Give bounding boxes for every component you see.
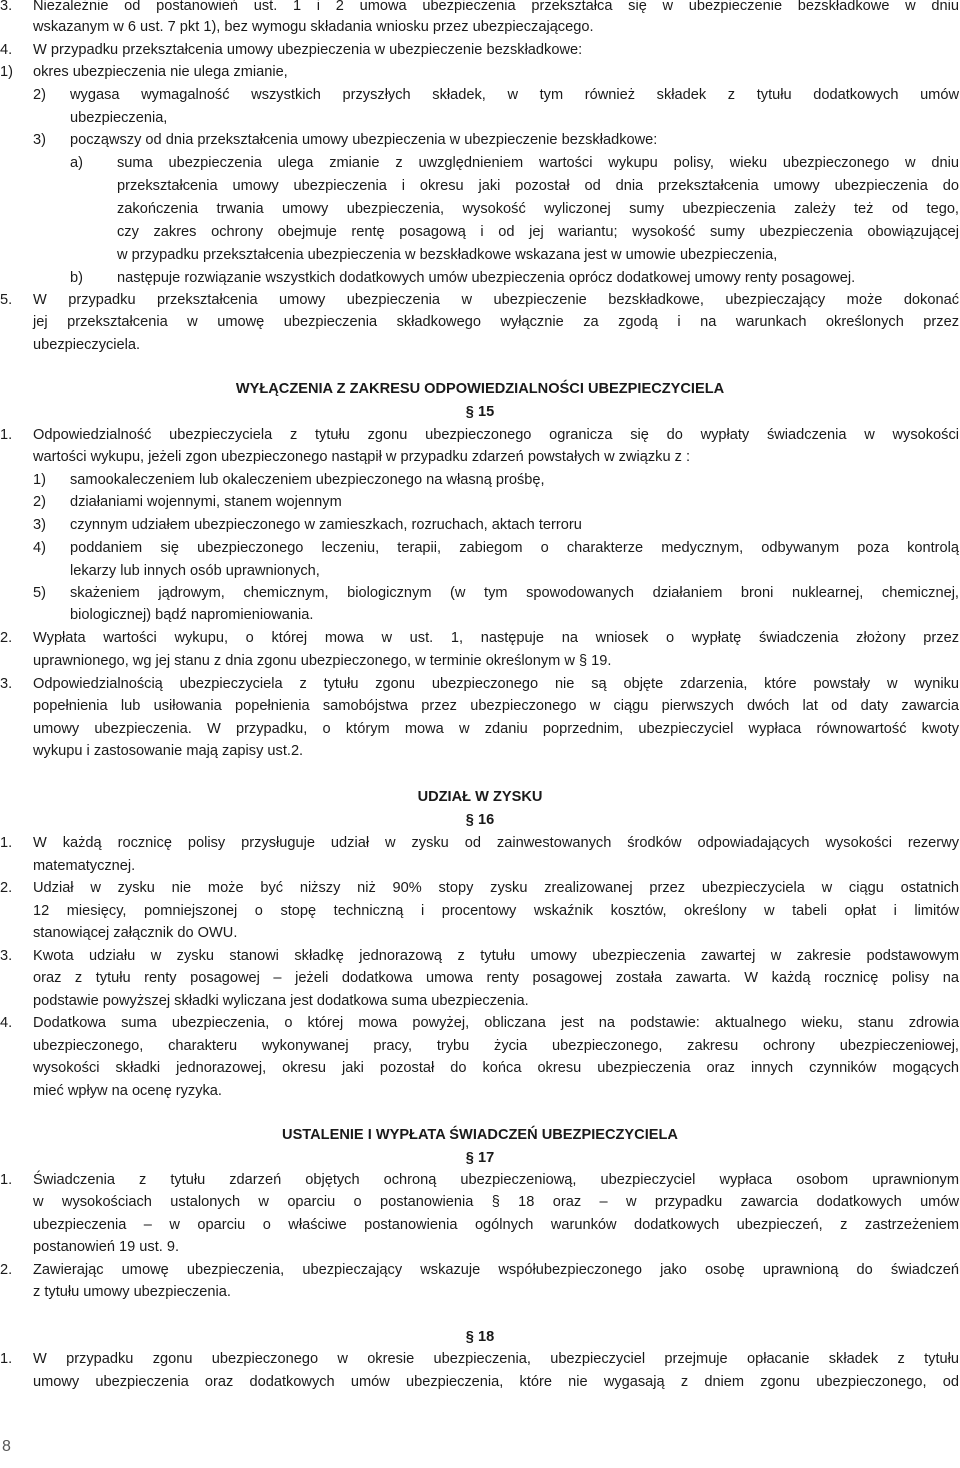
item-number: 5. <box>0 292 13 308</box>
paragraph-sign: § 17 <box>465 1150 495 1166</box>
text-line: Odpowiedzialność ubezpieczyciela z tytułu zgonu ubezpieczonego ogranicza się do wypłaty świadczenia w wysokości <box>33 427 959 443</box>
text-line: czynnym udziałem ubezpieczonego w zamieszkach, rozruchach, aktach terroru <box>70 517 582 533</box>
text-line: oraz z tytułu renty posagowej – jeżeli dodatkowa umowa renty posagowej została zawarta. W każdą rocznicę polisy na <box>33 970 959 986</box>
item-number: 2) <box>33 87 46 103</box>
item-number: 3. <box>0 0 13 14</box>
page-number: 8 <box>2 1438 11 1455</box>
text-line: ubezpieczenia, <box>70 110 168 126</box>
text-line: W przypadku przekształcenia umowy ubezpieczenia w ubezpieczenie bezskładkowe: <box>33 42 583 58</box>
paragraph-sign: § 16 <box>465 812 495 828</box>
text-line: zakończenia trwania umowy ubezpieczenia, wysokość wyliczonej sumy ubezpieczenia zależy też od tego, <box>117 201 959 217</box>
item-number: 4. <box>0 1015 13 1031</box>
text-line: W przypadku przekształcenia umowy ubezpieczenia w ubezpieczenie bezskładkowe, ubezpieczający może dokonać <box>33 292 959 308</box>
text-line: ubezpieczenia – w oparciu o właściwe postanowienia ogólnych warunków dodatkowych ubezpieczeń, z zastrzeżeniem <box>33 1217 959 1233</box>
text-line: W każdą rocznicę polisy przysługuje udział w zysku od zainwestowanych środków odpowiadających wysokości rezerwy <box>33 835 959 851</box>
item-number: 3) <box>33 517 46 533</box>
item-number: 3. <box>0 948 13 964</box>
item-number: 5) <box>33 585 46 601</box>
text-line: W przypadku zgonu ubezpieczonego w okresie ubezpieczenia, ubezpieczyciel przejmuje opłacanie składek z tytułu <box>33 1351 959 1367</box>
text-line: mieć wpływ na ocenę ryzyka. <box>33 1083 222 1099</box>
text-line: Dodatkowa suma ubezpieczenia, o której mowa powyżej, obliczana jest na podstawie: aktualnego wieku, stanu zdrowia <box>33 1015 959 1031</box>
text-line: lekarzy lub innych osób uprawnionych, <box>70 563 320 579</box>
section-heading: WYŁĄCZENIA Z ZAKRESU ODPOWIEDZIALNOŚCI UBEZPIECZYCIELA <box>235 381 725 397</box>
text-line: począwszy od dnia przekształcenia umowy ubezpieczenia w ubezpieczenie bezskładkowe: <box>70 132 658 148</box>
item-number: 2. <box>0 630 13 646</box>
text-line: Kwota udziału w zysku stanowi składkę jednorazową z tytułu umowy ubezpieczenia zawartej w zakresie podstawowym <box>33 948 959 964</box>
text-line: postanowień 19 ust. 9. <box>33 1239 180 1255</box>
text-line: suma ubezpieczenia ulega zmianie z uwzględnieniem wartości wykupu polisy, wieku ubezpieczonego w dniu <box>117 155 959 171</box>
text-line: umowy ubezpieczenia. W przypadku, o którym mowa w zdaniu poprzednim, ubezpieczyciel wypłaca równowartość kwoty <box>33 721 959 737</box>
paragraph-sign: § 15 <box>465 404 495 420</box>
text-line: wskazanym w 6 ust. 7 pkt 1), bez wymogu składania wniosku przez ubezpieczającego. <box>33 19 594 35</box>
text-line: czy zakres ochrony obejmuje rentę posagową i od jej wariantu; wysokość sumy ubezpieczenia obowiązującej <box>117 224 959 240</box>
item-number: 1. <box>0 427 13 443</box>
text-line: w przypadku przekształcenia ubezpieczenia w bezskładkowe wskazana jest w umowie ubezpieczenia, <box>117 247 778 263</box>
item-number: 2. <box>0 880 13 896</box>
text-line: ubezpieczyciela. <box>33 337 141 353</box>
item-number: a) <box>70 155 83 171</box>
item-number: 1. <box>0 1172 13 1188</box>
text-line: Udział w zysku nie może być niższy niż 90% stopy zysku zrealizowanej przez ubezpieczyciela w ciągu ostatnich <box>33 880 959 896</box>
paragraph-sign: § 18 <box>465 1329 495 1345</box>
item-number: 1. <box>0 1351 13 1367</box>
text-line: w wysokościach ustalonych w oparciu o postanowienia § 18 oraz – w przypadku zawarcia dodatkowych umów <box>33 1194 959 1210</box>
text-line: popełnienia lub usiłowania popełnienia samobójstwa przez ubezpieczonego w ciągu pierwszych dwóch lat od daty zawarcia <box>33 698 959 714</box>
text-line: wartości wykupu, jeżeli zgon ubezpieczonego nastąpił w przypadku zdarzeń powstałych w związku z : <box>33 449 691 465</box>
text-line: podstawie powyższej składki wyliczana jest dodatkowa suma ubezpieczenia. <box>33 993 529 1009</box>
text-line: skażeniem jądrowym, chemicznym, biologicznym (w tym spowodowanych działaniem broni nuklearnej, chemicznej, <box>70 585 959 601</box>
section-heading: USTALENIE I WYPŁATA ŚWIADCZEŃ UBEZPIECZYCIELA <box>282 1127 678 1143</box>
text-line: Niezależnie od postanowień ust. 1 i 2 umowa ubezpieczenia przekształca się w ubezpieczenie bezskładkowe w dniu <box>33 0 959 14</box>
text-line: wykupu i zastosowanie mają zapisy ust.2. <box>33 743 304 759</box>
item-number: 1) <box>33 472 46 488</box>
text-line: z tytułu umowy ubezpieczenia. <box>33 1284 231 1300</box>
text-line: okres ubezpieczenia nie ulega zmianie, <box>33 64 288 80</box>
text-line: Zawierając umowę ubezpieczenia, ubezpieczający wskazuje współubezpieczonego jako osobę uprawnioną do świadczeń <box>33 1262 959 1278</box>
text-line: uprawnionego, wg jej stanu z dnia zgonu ubezpieczonego, w terminie określonym w § 19. <box>33 653 612 669</box>
text-line: jej przekształcenia w umowę ubezpieczenia składkowego wyłącznie za zgodą i na warunkach określonych przez <box>33 314 959 330</box>
item-number: b) <box>70 270 83 286</box>
text-line: działaniami wojennymi, stanem wojennym <box>70 494 342 510</box>
text-line: matematycznej. <box>33 858 136 874</box>
item-number: 1. <box>0 835 13 851</box>
text-line: przekształcenia umowy ubezpieczenia i okresu jaki pozostał od dnia przekształcenia umowy ubezpieczenia do <box>117 178 959 194</box>
section-heading: UDZIAŁ W ZYSKU <box>417 789 543 805</box>
text-line: wygasa wymagalność wszystkich przyszłych składek, w tym również składek z tytułu dodatkowych umów <box>70 87 959 103</box>
item-number: 4) <box>33 540 46 556</box>
text-line: następuje rozwiązanie wszystkich dodatkowych umów ubezpieczenia oprócz dodatkowej umowy renty posagowej. <box>117 270 856 286</box>
text-line: 12 miesięcy, pomniejszonej o stopę techniczną i procentowy wskaźnik kosztów, określony w tabeli opłat i limitów <box>33 903 959 919</box>
text-line: umowy ubezpieczenia oraz dodatkowych umów ubezpieczenia, które nie wygasają z dniem zgonu ubezpieczonego, od <box>33 1374 959 1390</box>
item-number: 2) <box>33 494 46 510</box>
text-line: Odpowiedzialnością ubezpieczyciela z tytułu zgonu ubezpieczonego nie są objęte zdarzenia, które powstały w wyniku <box>33 676 959 692</box>
text-line: poddaniem się ubezpieczonego leczeniu, terapii, zabiegom o charakterze medycznym, odbywanym poza kontrolą <box>70 540 959 556</box>
text-line: stanowiącej załącznik do OWU. <box>33 925 238 941</box>
text-line: biologicznej) bądź napromieniowania. <box>70 607 314 623</box>
text-line: Świadczenia z tytułu zdarzeń objętych ochroną ubezpieczeniową, ubezpieczyciel wypłaca osobom uprawnionym <box>33 1172 959 1188</box>
text-line: ubezpieczonego, charakteru wykonywanej pracy, trybu życia ubezpieczonego, zakresu ochrony ubezpieczeniowej, <box>33 1038 959 1054</box>
item-number: 3) <box>33 132 46 148</box>
item-number: 2. <box>0 1262 13 1278</box>
text-line: wysokości składki jednorazowej, okresu jaki pozostał do końca okresu ubezpieczenia oraz innych czynników mogących <box>33 1060 959 1076</box>
text-line: Wypłata wartości wykupu, o której mowa w ust. 1, następuje na wniosek o wypłatę świadczenia złożony przez <box>33 630 959 646</box>
item-number: 1) <box>0 64 13 80</box>
text-line: samookaleczeniem lub okaleczeniem ubezpieczonego na własną prośbę, <box>70 472 545 488</box>
item-number: 4. <box>0 42 13 58</box>
item-number: 3. <box>0 676 13 692</box>
